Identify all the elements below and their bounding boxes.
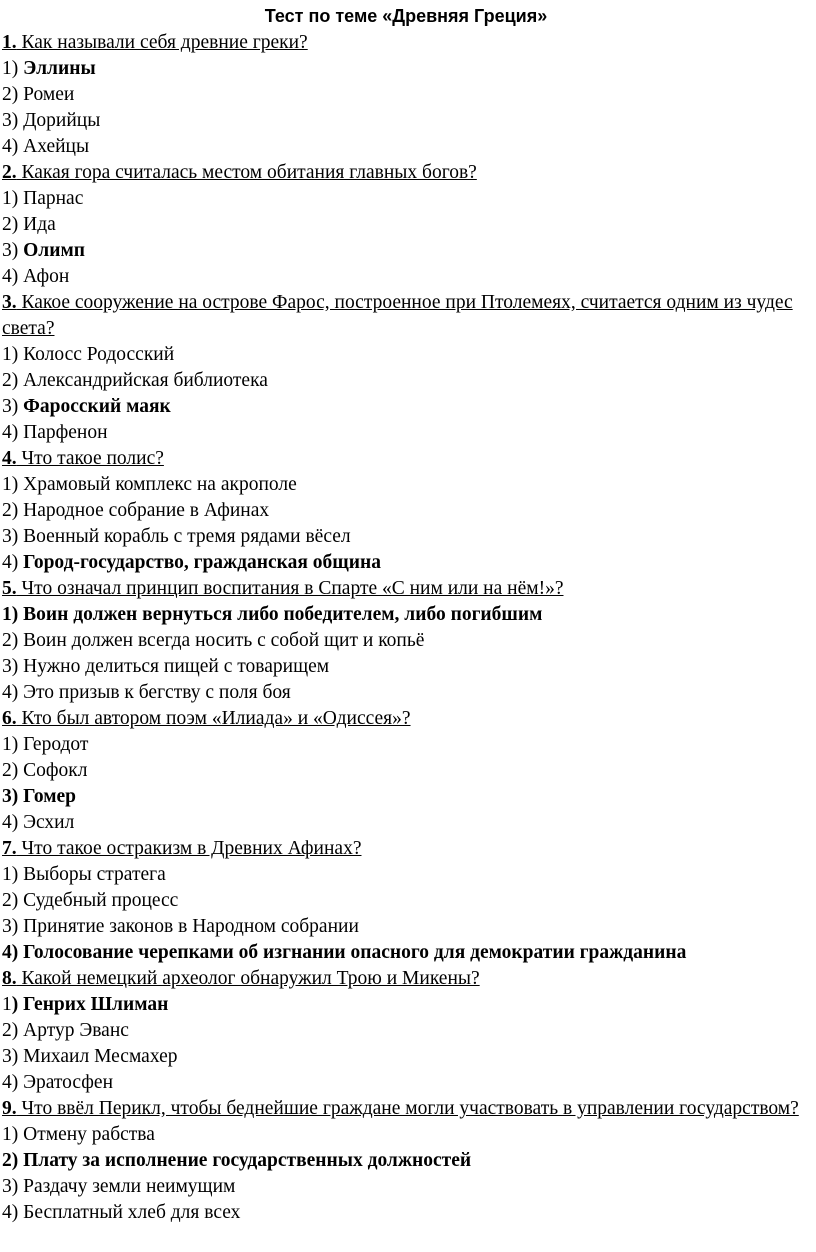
question-label: Какой немецкий археолог обнаружил Трою и Микены?: [16, 968, 480, 989]
option-number: 1): [2, 1124, 24, 1145]
answer-option: [2, 368, 810, 394]
answer-option: [2, 238, 810, 264]
correct-answer-text: Фаросский маяк: [23, 396, 171, 417]
option-text: Храмовый комплекс на акрополе: [23, 474, 297, 495]
page-title: Тест по теме «Древняя Греция»: [264, 6, 548, 26]
correct-answer-text: Воин должен вернуться либо победителем, либо погибшим: [23, 604, 543, 625]
answer-option: [2, 472, 810, 498]
question-text: [2, 836, 810, 862]
answer-option: [2, 82, 810, 108]
question-number: 6.: [2, 708, 17, 729]
option-number: 1): [2, 344, 24, 365]
correct-answer-text: Гомер: [23, 786, 76, 807]
question-text: [2, 160, 810, 186]
question-number: 5.: [2, 578, 17, 599]
question-label: Какое сооружение на острове Фарос, построенное при Птолемеях, считается одним из чудес света?: [2, 292, 793, 339]
option-text: Судебный процесс: [23, 890, 179, 911]
answer-option: [2, 732, 810, 758]
option-number: 2): [2, 84, 24, 105]
correct-answer-text: Плату за исполнение государственных должностей: [23, 1150, 472, 1171]
option-text: Геродот: [23, 734, 89, 755]
option-number: 2): [2, 500, 24, 521]
option-number: 1): [2, 58, 24, 79]
option-number: 3): [2, 916, 24, 937]
option-text: Софокл: [23, 760, 88, 781]
answer-option: [2, 602, 810, 628]
question-number: 7.: [2, 838, 17, 859]
option-text: Принятие законов в Народном собрании: [23, 916, 359, 937]
question-number: 1.: [2, 32, 17, 53]
question-list: [2, 30, 810, 1226]
option-text: Эратосфен: [23, 1072, 114, 1093]
option-number: 1): [2, 188, 24, 209]
option-text: Ахейцы: [23, 136, 90, 157]
question-block: [2, 836, 810, 966]
option-text: Ида: [23, 214, 56, 235]
answer-option: [2, 420, 810, 446]
answer-option: [2, 264, 810, 290]
option-text: Артур Эванс: [23, 1020, 129, 1041]
option-number: 4): [2, 552, 24, 573]
answer-option: [2, 186, 810, 212]
question-text: [2, 706, 810, 732]
option-text: Эсхил: [23, 812, 75, 833]
option-number: 2): [2, 1150, 24, 1171]
answer-option: [2, 550, 810, 576]
option-number: 4): [2, 136, 24, 157]
answer-option: [2, 1070, 810, 1096]
question-label: Что такое остракизм в Древних Афинах?: [16, 838, 362, 859]
question-number: 8.: [2, 968, 17, 989]
answer-option: [2, 680, 810, 706]
answer-option: [2, 1200, 810, 1226]
answer-option: [2, 914, 810, 940]
question-block: [2, 706, 810, 836]
question-number: 2.: [2, 162, 17, 183]
option-number: 3): [2, 526, 24, 547]
option-text: Народное собрание в Афинах: [23, 500, 270, 521]
question-label: Что означал принцип воспитания в Спарте «С ним или на нём!»?: [16, 578, 564, 599]
answer-option: [2, 992, 810, 1018]
answer-option: [2, 1018, 810, 1044]
correct-answer-text: ) Генрих Шлиман: [11, 994, 169, 1015]
answer-option: [2, 784, 810, 810]
question-block: [2, 966, 810, 1096]
question-label: Какая гора считалась местом обитания главных богов?: [16, 162, 477, 183]
answer-option: [2, 1174, 810, 1200]
answer-option: [2, 654, 810, 680]
answer-option: [2, 810, 810, 836]
question-block: [2, 30, 810, 160]
answer-option: [2, 108, 810, 134]
option-text: Колосс Родосский: [23, 344, 175, 365]
option-text: Александрийская библиотека: [23, 370, 268, 391]
option-number: 1: [2, 994, 12, 1015]
answer-option: [2, 342, 810, 368]
question-label: Как называли себя древние греки?: [16, 32, 308, 53]
answer-option: [2, 498, 810, 524]
option-text: Ромеи: [23, 84, 75, 105]
option-number: 2): [2, 630, 24, 651]
option-text: Дорийцы: [23, 110, 101, 131]
option-number: 4): [2, 266, 24, 287]
answer-option: [2, 524, 810, 550]
question-number: 3.: [2, 292, 17, 313]
answer-option: [2, 758, 810, 784]
question-text: [2, 290, 810, 342]
answer-option: [2, 394, 810, 420]
option-number: 3): [2, 110, 24, 131]
question-block: [2, 576, 810, 706]
question-text: [2, 576, 810, 602]
correct-answer-text: Город-государство, гражданская община: [23, 552, 381, 573]
option-text: Парфенон: [23, 422, 108, 443]
option-text: Раздачу земли неимущим: [23, 1176, 236, 1197]
option-text: Михаил Месмахер: [23, 1046, 178, 1067]
question-number: 9.: [2, 1098, 17, 1119]
answer-option: [2, 134, 810, 160]
answer-option: [2, 1148, 810, 1174]
question-label: Что ввёл Перикл, чтобы беднейшие граждане могли участвовать в управлении государством?: [16, 1098, 799, 1119]
option-text: Это призыв к бегству с поля боя: [23, 682, 291, 703]
question-label: Кто был автором поэм «Илиада» и «Одиссея»?: [16, 708, 411, 729]
option-number: 1): [2, 474, 24, 495]
question-number: 4.: [2, 448, 17, 469]
answer-option: [2, 1044, 810, 1070]
option-number: 3): [2, 240, 24, 261]
correct-answer-text: Эллины: [23, 58, 96, 79]
option-number: 3): [2, 656, 24, 677]
option-number: 3): [2, 396, 24, 417]
option-text: Выборы стратега: [23, 864, 166, 885]
answer-option: [2, 862, 810, 888]
question-block: [2, 290, 810, 446]
question-text: [2, 966, 810, 992]
option-text: Бесплатный хлеб для всех: [23, 1202, 241, 1223]
option-number: 4): [2, 942, 24, 963]
answer-option: [2, 940, 810, 966]
option-number: 4): [2, 682, 24, 703]
question-block: [2, 446, 810, 576]
option-number: 2): [2, 890, 24, 911]
option-number: 1): [2, 864, 24, 885]
option-number: 2): [2, 214, 24, 235]
option-number: 4): [2, 1072, 24, 1093]
correct-answer-text: Олимп: [23, 240, 85, 261]
option-number: 4): [2, 422, 24, 443]
option-number: 2): [2, 1020, 24, 1041]
option-number: 2): [2, 760, 24, 781]
option-number: 2): [2, 370, 24, 391]
option-number: 4): [2, 1202, 24, 1223]
question-block: [2, 160, 810, 290]
option-number: 3): [2, 1046, 24, 1067]
correct-answer-text: Голосование черепками об изгнании опасного для демократии гражданина: [23, 942, 687, 963]
option-number: 3): [2, 1176, 24, 1197]
option-text: Нужно делиться пищей с товарищем: [23, 656, 330, 677]
question-text: [2, 30, 810, 56]
option-text: Парнас: [23, 188, 84, 209]
answer-option: [2, 1122, 810, 1148]
option-text: Воин должен всегда носить с собой щит и копьё: [23, 630, 425, 651]
answer-option: [2, 888, 810, 914]
option-text: Отмену рабства: [23, 1124, 155, 1145]
answer-option: [2, 212, 810, 238]
question-label: Что такое полис?: [16, 448, 164, 469]
option-number: 1): [2, 604, 24, 625]
option-number: 3): [2, 786, 24, 807]
question-block: [2, 1096, 810, 1226]
answer-option: [2, 56, 810, 82]
option-number: 1): [2, 734, 24, 755]
option-text: Военный корабль с тремя рядами вёсел: [23, 526, 351, 547]
option-number: 4): [2, 812, 24, 833]
option-text: Афон: [23, 266, 70, 287]
question-text: [2, 1096, 810, 1122]
answer-option: [2, 628, 810, 654]
question-text: [2, 446, 810, 472]
